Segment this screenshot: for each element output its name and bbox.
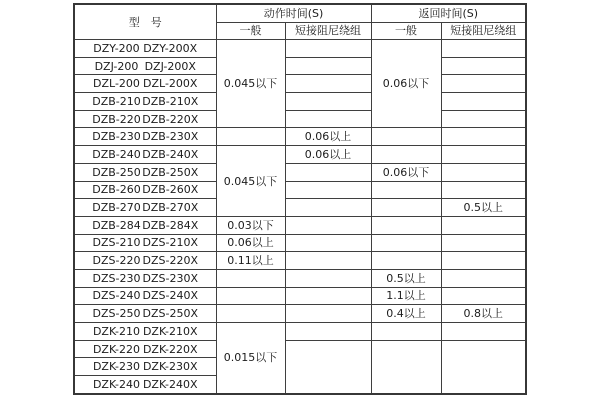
action-damping-cell <box>285 216 371 234</box>
action-general-cell: 0.045以下 <box>216 40 285 128</box>
model-name: DZL-200 <box>93 77 140 91</box>
return-damping-cell <box>441 57 526 75</box>
action-damping-cell <box>285 93 371 111</box>
table-row <box>74 146 526 164</box>
model-name: DZB-240 <box>92 147 141 161</box>
action-damping-cell: 0.06以上 <box>285 146 371 164</box>
model-name-x: DZB-260X <box>142 183 199 197</box>
model-name: DZB-284 <box>92 218 141 232</box>
action-general-cell: 0.045以下 <box>216 146 285 217</box>
table-row <box>74 93 526 111</box>
return-damping-cell: 0.5以上 <box>441 199 526 217</box>
model-cell <box>74 323 216 341</box>
model-name-x: DZS-240X <box>142 289 198 303</box>
table-row <box>74 163 526 181</box>
table-row <box>74 181 526 199</box>
action-damping-cell <box>285 340 371 394</box>
model-cell <box>74 252 216 270</box>
model-name-x: DZB-284X <box>142 218 199 232</box>
table-row <box>74 75 526 93</box>
model-name-x: DZK-210X <box>142 324 198 338</box>
model-cell <box>74 287 216 305</box>
table-body <box>74 40 526 394</box>
model-name-x: DZS-210X <box>142 236 198 250</box>
header-action-time: 动作时间(S) <box>216 4 371 22</box>
model-cell <box>74 163 216 181</box>
return-general-cell: 0.06以下 <box>371 163 441 181</box>
action-damping-cell <box>285 234 371 252</box>
return-damping-cell <box>441 163 526 181</box>
model-name: DZB-270 <box>92 201 141 215</box>
table-row <box>74 110 526 128</box>
model-cell <box>74 75 216 93</box>
model-name: DZB-220 <box>92 112 141 126</box>
action-general-cell <box>216 269 285 287</box>
action-damping-cell <box>285 323 371 341</box>
action-general-cell: 0.11以上 <box>216 252 285 270</box>
model-name-x: DZL-200X <box>143 77 198 91</box>
return-damping-cell <box>441 110 526 128</box>
model-name-x: DZK-230X <box>142 360 198 374</box>
action-general-cell: 0.03以下 <box>216 216 285 234</box>
table-row <box>74 199 526 217</box>
table-row <box>74 128 526 146</box>
table-row <box>74 40 526 58</box>
action-damping-cell <box>285 163 371 181</box>
return-damping-cell <box>441 252 526 270</box>
model-cell <box>74 181 216 199</box>
return-damping-cell <box>441 75 526 93</box>
header-action-general: 一般 <box>216 22 285 40</box>
action-damping-cell <box>285 181 371 199</box>
table-row <box>74 216 526 234</box>
return-damping-cell: 0.8以上 <box>441 305 526 323</box>
return-general-cell <box>371 252 441 270</box>
model-cell <box>74 234 216 252</box>
return-general-cell <box>371 323 441 341</box>
header-model: 型 号 <box>74 4 216 40</box>
return-general-cell <box>371 146 441 164</box>
model-cell <box>74 110 216 128</box>
table-row <box>74 305 526 323</box>
model-name-x: DZK-240X <box>142 377 198 391</box>
model-cell <box>74 376 216 394</box>
return-general-cell: 1.1以上 <box>371 287 441 305</box>
table-row <box>74 234 526 252</box>
model-name-x: DZB-250X <box>142 165 199 179</box>
action-damping-cell <box>285 269 371 287</box>
action-general-cell <box>216 128 285 146</box>
model-name: DZS-240 <box>92 289 141 303</box>
model-name: DZS-250 <box>92 307 141 321</box>
model-name: DZS-230 <box>92 271 141 285</box>
return-general-cell <box>371 181 441 199</box>
model-name-x: DZK-220X <box>142 342 198 356</box>
model-name: DZS-210 <box>92 236 141 250</box>
model-name: DZB-210 <box>92 94 141 108</box>
table-header <box>74 4 526 40</box>
return-general-cell: 0.4以上 <box>371 305 441 323</box>
table-row <box>74 269 526 287</box>
model-name-x: DZS-230X <box>142 271 198 285</box>
model-cell <box>74 40 216 58</box>
model-cell <box>74 340 216 358</box>
return-general-cell <box>371 340 441 394</box>
action-damping-cell <box>285 75 371 93</box>
return-damping-cell <box>441 340 526 394</box>
table-row <box>74 57 526 75</box>
return-damping-cell <box>441 216 526 234</box>
return-damping-cell <box>441 93 526 111</box>
model-cell <box>74 199 216 217</box>
model-name-x: DZB-240X <box>142 147 199 161</box>
return-general-cell <box>371 199 441 217</box>
model-cell <box>74 128 216 146</box>
action-general-cell: 0.015以下 <box>216 323 285 394</box>
model-cell <box>74 305 216 323</box>
return-general-cell: 0.06以下 <box>371 40 441 128</box>
return-general-cell <box>371 234 441 252</box>
relay-timing-table <box>73 3 527 395</box>
model-cell <box>74 358 216 376</box>
model-cell <box>74 269 216 287</box>
action-general-cell <box>216 305 285 323</box>
model-name-x: DZB-230X <box>142 130 199 144</box>
table-row <box>74 287 526 305</box>
return-damping-cell <box>441 323 526 341</box>
model-name: DZK-210 <box>92 324 140 338</box>
model-name-x: DZY-200X <box>143 41 198 55</box>
return-damping-cell <box>441 146 526 164</box>
action-damping-cell <box>285 110 371 128</box>
model-cell <box>74 146 216 164</box>
return-general-cell: 0.5以上 <box>371 269 441 287</box>
model-cell <box>74 93 216 111</box>
action-general-cell <box>216 287 285 305</box>
table-row <box>74 252 526 270</box>
model-cell <box>74 216 216 234</box>
return-damping-cell <box>441 128 526 146</box>
model-name: DZB-260 <box>92 183 141 197</box>
table-row <box>74 340 526 358</box>
model-name: DZK-240 <box>92 377 140 391</box>
model-name: DZB-250 <box>92 165 141 179</box>
return-damping-cell <box>441 181 526 199</box>
model-name-x: DZB-210X <box>142 94 199 108</box>
model-name: DZJ-200 <box>94 59 139 73</box>
model-name: DZK-220 <box>92 342 140 356</box>
return-general-cell <box>371 128 441 146</box>
model-name-x: DZB-220X <box>142 112 199 126</box>
action-damping-cell <box>285 305 371 323</box>
model-name: DZS-220 <box>92 254 141 268</box>
model-name-x: DZB-270X <box>142 201 199 215</box>
spec-table-wrap <box>73 3 527 395</box>
model-name: DZY-200 <box>93 41 140 55</box>
return-damping-cell <box>441 269 526 287</box>
table-row <box>74 323 526 341</box>
action-general-cell: 0.06以上 <box>216 234 285 252</box>
model-cell <box>74 57 216 75</box>
action-damping-cell <box>285 199 371 217</box>
header-return-damping: 短接阻尼绕组 <box>441 22 526 40</box>
header-row-1 <box>74 4 526 22</box>
header-return-general: 一般 <box>371 22 441 40</box>
action-damping-cell <box>285 57 371 75</box>
action-damping-cell: 0.06以上 <box>285 128 371 146</box>
header-return-time: 返回时间(S) <box>371 4 526 22</box>
action-damping-cell <box>285 287 371 305</box>
model-name-x: DZS-220X <box>142 254 198 268</box>
action-damping-cell <box>285 40 371 58</box>
header-action-damping: 短接阻尼绕组 <box>285 22 371 40</box>
model-name: DZB-230 <box>92 130 141 144</box>
return-damping-cell <box>441 40 526 58</box>
return-damping-cell <box>441 234 526 252</box>
action-damping-cell <box>285 252 371 270</box>
return-damping-cell <box>441 287 526 305</box>
model-name: DZK-230 <box>92 360 140 374</box>
return-general-cell <box>371 216 441 234</box>
model-name-x: DZS-250X <box>142 307 198 321</box>
model-name-x: DZJ-200X <box>144 59 196 73</box>
